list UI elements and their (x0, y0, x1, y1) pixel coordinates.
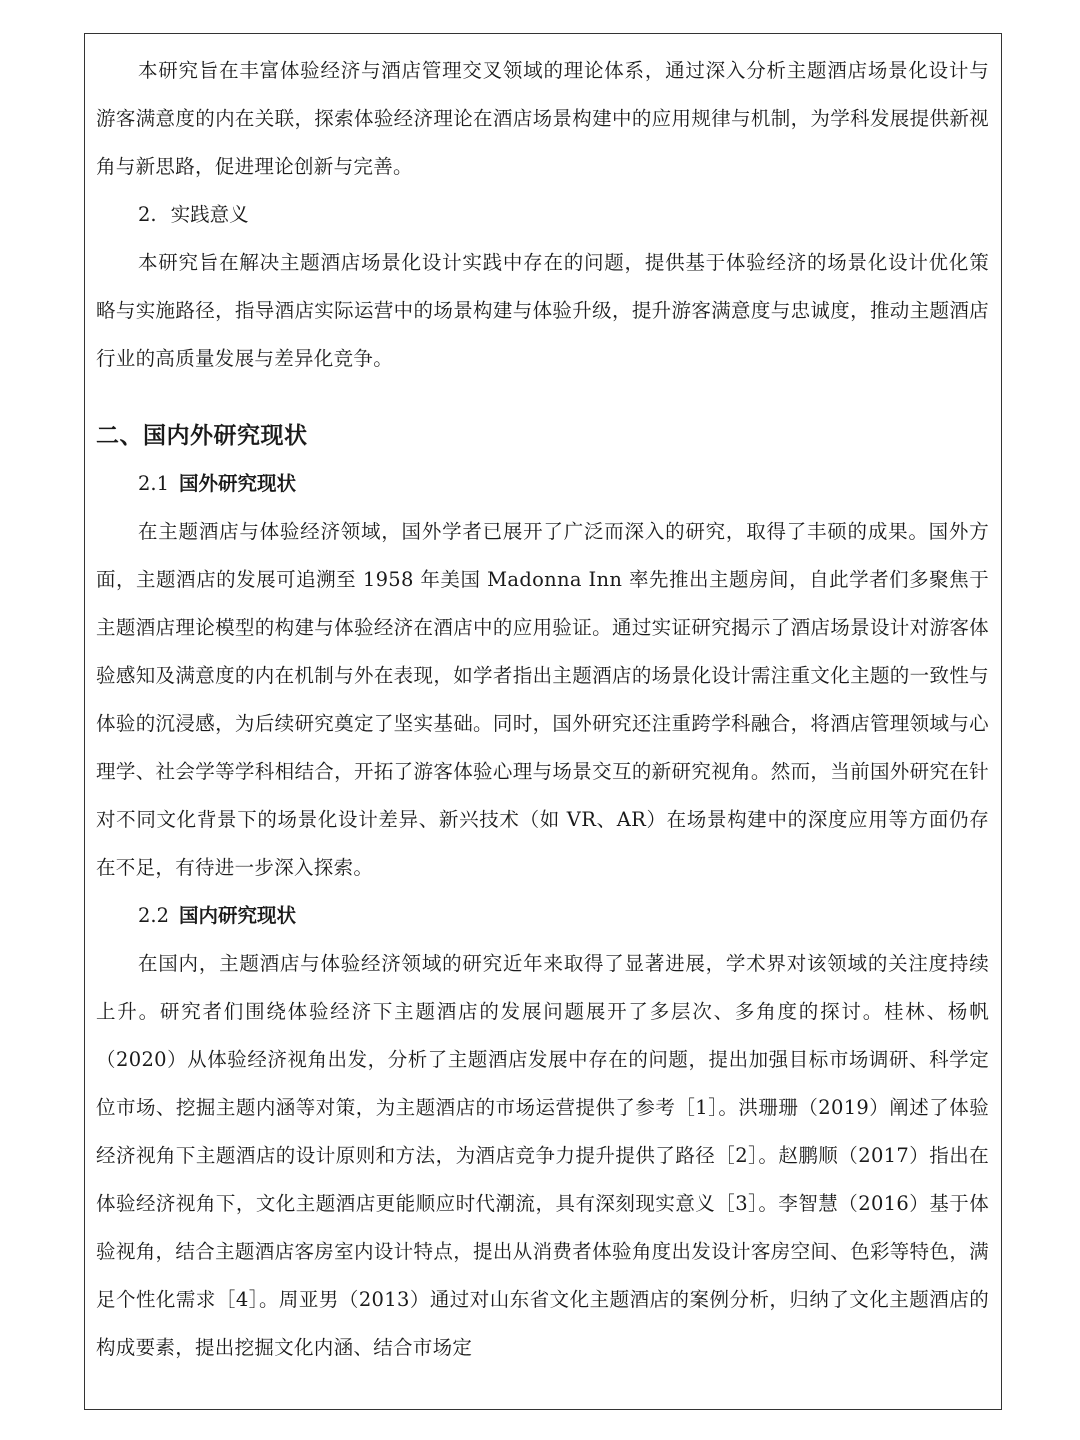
practice-significance-number: 2. (138, 203, 157, 226)
practice-significance-title: 实践意义 (170, 203, 249, 226)
document-content (96, 47, 989, 1372)
section-2-heading: 二、国内外研究现状 (96, 422, 308, 449)
foreign-research-paragraph: 在主题酒店与体验经济领域，国外学者已展开了广泛而深入的研究，取得了丰硕的成果。国外方面，主题酒店的发展可追溯至 1958 年美国 Madonna Inn 率先推出主题房间，自此学者们多聚焦于主题酒店理论模型的构建与体验经济在酒店中的应用验证。通过实证研究揭示了酒店场景设计对游客体验感知及满意度的内在机制与外在表现，如学者指出主题酒店的场景化设计需注重文化主题的一致性与体验的沉浸感，为后续研究奠定了坚实基础。同时，国外研究还注重跨学科融合，将酒店管理领域与心理学、社会学等学科相结合，开拓了游客体验心理与场景交互的新研究视角。然而，当前国外研究在针对不同文化背景下的场景化设计差异、新兴技术（如 VR、AR）在场景构建中的深度应用等方面仍存在不足，有待进一步深入探索。 (96, 520, 989, 879)
domestic-research-paragraph: 在国内，主题酒店与体验经济领域的研究近年来取得了显著进展，学术界对该领域的关注度持续上升。研究者们围绕体验经济下主题酒店的发展问题展开了多层次、多角度的探讨。桂林、杨帆（2020）从体验经济视角出发，分析了主题酒店发展中存在的问题，提出加强目标市场调研、科学定位市场、挖掘主题内涵等对策，为主题酒店的市场运营提供了参考［1］。洪珊珊（2019）阐述了体验经济视角下主题酒店的设计原则和方法，为酒店竞争力提升提供了路径［2］。赵鹏顺（2017）指出在体验经济视角下，文化主题酒店更能顺应时代潮流，具有深刻现实意义［3］。李智慧（2016）基于体验视角，结合主题酒店客房室内设计特点，提出从消费者体验角度出发设计客房空间、色彩等特色，满足个性化需求［4］。周亚男（2013）通过对山东省文化主题酒店的案例分析，归纳了文化主题酒店的构成要素，提出挖掘文化内涵、结合市场定 (96, 952, 989, 1359)
domestic-research-title: 国内研究现状 (179, 904, 297, 927)
domestic-research-number: 2.2 (138, 904, 170, 927)
practice-significance-heading (96, 191, 989, 239)
practice-significance-paragraph: 本研究旨在解决主题酒店场景化设计实践中存在的问题，提供基于体验经济的场景化设计优化策略与实施路径，指导酒店实际运营中的场景构建与体验升级，提升游客满意度与忠诚度，推动主题酒店行业的高质量发展与差异化竞争。 (96, 251, 989, 370)
domestic-research-heading (96, 892, 989, 940)
document-frame (84, 33, 1002, 1410)
foreign-research-heading (96, 460, 989, 508)
foreign-research-number: 2.1 (138, 472, 170, 495)
foreign-research-title: 国外研究现状 (179, 472, 297, 495)
theory-significance-paragraph: 本研究旨在丰富体验经济与酒店管理交叉领域的理论体系，通过深入分析主题酒店场景化设计与游客满意度的内在关联，探索体验经济理论在酒店场景构建中的应用规律与机制，为学科发展提供新视角与新思路，促进理论创新与完善。 (96, 59, 989, 178)
